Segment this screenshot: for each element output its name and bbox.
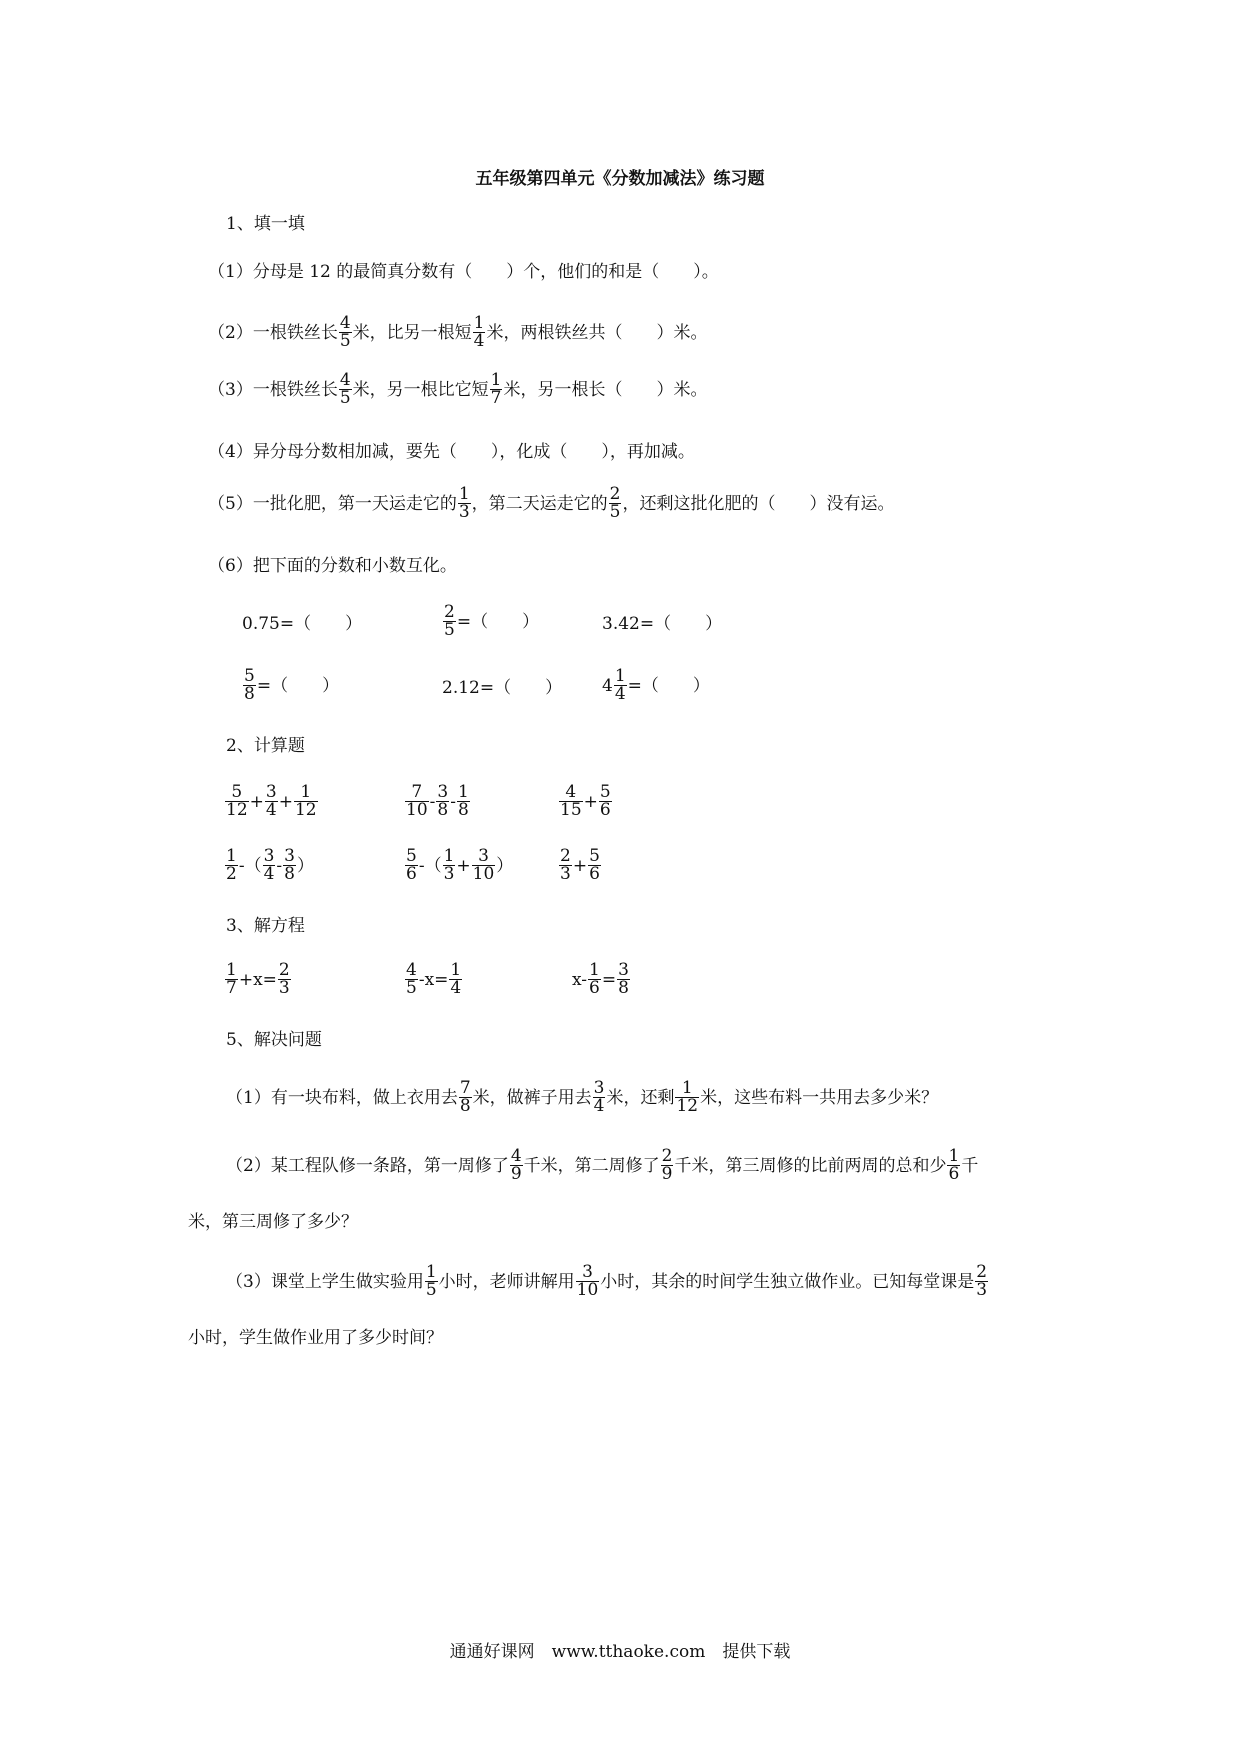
problem-1-fraction-1: [459, 1080, 472, 1115]
equation-3-fraction-1: [588, 962, 601, 997]
denominator: 4: [265, 800, 277, 820]
denominator: 10: [576, 1280, 599, 1300]
numerator: 4: [510, 1146, 522, 1166]
denominator: 10: [472, 864, 495, 884]
denominator: 2: [226, 864, 237, 884]
denominator: 10: [406, 800, 428, 820]
problem-2-text-c: 千米，第三周修的比前两周的总和少: [674, 1155, 947, 1176]
calc-4-fraction-3: [283, 848, 296, 883]
denominator: 6: [406, 864, 417, 884]
calc-3-op-1: +: [583, 791, 598, 812]
numerator: 4: [339, 313, 351, 333]
denominator: 8: [459, 1096, 471, 1116]
denominator: 5: [406, 978, 417, 998]
question-1-1: （1）分母是 12 的最简真分数有（ ）个，他们的和是（ ）。: [208, 262, 719, 282]
numerator: 2: [278, 960, 290, 980]
problem-2-text-b: 千米，第二周修了: [523, 1155, 660, 1176]
calc-2-op-2: -: [450, 791, 456, 812]
calc-6-fraction-2: [588, 848, 601, 883]
calc-1: [224, 784, 319, 819]
numerator: 2: [976, 1262, 988, 1282]
numerator: 1: [226, 960, 237, 980]
numerator: 2: [609, 484, 621, 504]
q2-text-b: 米，比另一根短: [352, 322, 472, 343]
conversion-3: 3.42=（ ）: [602, 614, 723, 634]
denominator: 15: [560, 800, 582, 820]
conversion-2-text: =（ ）: [456, 611, 540, 632]
calc-5-fraction-3: [472, 848, 496, 883]
denominator: 9: [661, 1164, 673, 1184]
q3-text-c: 米，另一根长（ ）米。: [503, 379, 708, 400]
equation-1-fraction-2: [278, 962, 291, 997]
equation-1: [224, 962, 292, 997]
problem-1-text-b: 米，做裤子用去: [472, 1087, 592, 1108]
problem-1-fraction-2: [593, 1080, 606, 1115]
calc-4-op-3: ）: [296, 855, 314, 876]
section-1-heading: 1、填一填: [226, 214, 305, 234]
conversion-1: 0.75=（ ）: [242, 614, 363, 634]
problem-1-text-a: （1）有一块布料，做上衣用去: [226, 1087, 458, 1108]
calc-1-fraction-2: [265, 784, 278, 819]
numerator: 3: [593, 1078, 605, 1098]
calc-2-fraction-1: [405, 784, 429, 819]
denominator: 5: [425, 1280, 437, 1300]
q3-fraction-2: [490, 372, 503, 407]
conversion-4: [242, 668, 339, 703]
q5-fraction-1: [458, 486, 471, 521]
q5-fraction-2: [609, 486, 622, 521]
q5-text-a: （5）一批化肥，第一天运走它的: [208, 493, 457, 514]
denominator: 12: [226, 800, 248, 820]
numerator: 3: [478, 846, 489, 866]
denominator: 5: [444, 620, 455, 640]
numerator: 4: [339, 370, 351, 390]
problem-2-text-d: 千: [961, 1155, 979, 1176]
calc-2: [404, 784, 471, 819]
q3-text-b: 米，另一根比它短: [352, 379, 489, 400]
q2-fraction-1: [339, 315, 352, 350]
equation-2-fraction-2: [449, 962, 462, 997]
conversion-2: [442, 604, 539, 639]
numerator: 5: [244, 666, 255, 686]
denominator: 8: [437, 800, 449, 820]
numerator: 1: [300, 782, 312, 802]
equation-2-fraction-1: [405, 962, 418, 997]
calc-1-fraction-1: [225, 784, 249, 819]
numerator: 2: [560, 846, 571, 866]
problem-3-fraction-2: [576, 1264, 600, 1299]
numerator: 7: [411, 782, 423, 802]
question-1-3: [208, 372, 707, 407]
denominator: 9: [510, 1164, 522, 1184]
numerator: 1: [948, 1146, 960, 1166]
footer-credit: 通通好课网 www.tthaoke.com 提供下载: [449, 1642, 791, 1662]
problem-2-continuation: 米，第三周修了多少？: [188, 1212, 358, 1232]
conversion-6: [602, 668, 710, 703]
calc-2-fraction-2: [436, 784, 449, 819]
problem-1-fraction-3: [675, 1080, 699, 1115]
calc-1-op-1: +: [249, 791, 264, 812]
denominator: 4: [263, 864, 275, 884]
numerator: 2: [661, 1146, 673, 1166]
q3-text-a: （3）一根铁丝长: [208, 379, 338, 400]
calc-4-op-2: -: [276, 855, 283, 876]
conversion-6-whole: 4: [602, 675, 613, 696]
problem-3-text-c: 小时，其余的时间学生独立做作业。已知每堂课是: [600, 1271, 975, 1292]
conversion-2-fraction: [443, 604, 456, 639]
calc-2-op-1: -: [429, 791, 436, 812]
problem-3-continuation: 小时，学生做作业用了多少时间？: [188, 1328, 443, 1348]
page-title: 五年级第四单元《分数加减法》练习题: [475, 169, 765, 189]
denominator: 5: [609, 502, 621, 522]
denominator: 4: [614, 684, 626, 704]
numerator: 5: [406, 846, 417, 866]
problem-3-fraction-3: [975, 1264, 988, 1299]
denominator: 12: [676, 1096, 699, 1116]
numerator: 1: [681, 1078, 693, 1098]
denominator: 6: [589, 864, 600, 884]
numerator: 1: [614, 666, 626, 686]
numerator: 5: [599, 782, 611, 802]
conversion-6-fraction: [614, 668, 627, 703]
denominator: 3: [976, 1280, 988, 1300]
calc-3: [558, 784, 613, 819]
problem-2-fraction-3: [947, 1148, 960, 1183]
problem-1: [226, 1080, 938, 1115]
numerator: 3: [582, 1262, 593, 1282]
equation-3: [572, 962, 631, 997]
denominator: 7: [490, 388, 502, 408]
q5-text-c: ，还剩这批化肥的（ ）没有运。: [622, 493, 895, 514]
calc-2-fraction-3: [457, 784, 470, 819]
conversion-6-text: =（ ）: [627, 675, 710, 696]
denominator: 4: [593, 1096, 605, 1116]
denominator: 7: [226, 978, 237, 998]
numerator: 3: [265, 782, 277, 802]
equation-1-fraction-1: [225, 962, 238, 997]
denominator: 8: [244, 684, 255, 704]
denominator: 6: [589, 978, 600, 998]
numerator: 1: [425, 1262, 437, 1282]
denominator: 4: [473, 331, 485, 351]
numerator: 2: [444, 602, 455, 622]
calc-3-fraction-2: [599, 784, 612, 819]
numerator: 5: [231, 782, 243, 802]
denominator: 4: [450, 978, 462, 998]
problem-1-text-c: 米，还剩: [606, 1087, 675, 1108]
calc-5-fraction-1: [405, 848, 418, 883]
numerator: 1: [589, 960, 600, 980]
problem-1-text-d: 米，这些布料一共用去多少米？: [700, 1087, 939, 1108]
numerator: 4: [406, 960, 417, 980]
numerator: 4: [565, 782, 577, 802]
numerator: 3: [618, 960, 629, 980]
calc-4-fraction-1: [225, 848, 238, 883]
numerator: 1: [443, 846, 455, 866]
problem-2-text-a: （2）某工程队修一条路，第一周修了: [226, 1155, 509, 1176]
question-1-5: [208, 486, 894, 521]
denominator: 8: [457, 800, 469, 820]
calc-3-fraction-1: [559, 784, 583, 819]
problem-2: [226, 1148, 978, 1183]
calc-5-op-2: +: [456, 855, 471, 876]
denominator: 6: [599, 800, 611, 820]
calc-5: [404, 848, 513, 883]
problem-2-fraction-2: [661, 1148, 674, 1183]
section-2-heading: 2、计算题: [226, 736, 305, 756]
calc-4-op-1: -（: [238, 855, 262, 876]
calc-6: [558, 848, 602, 883]
conversion-4-fraction: [243, 668, 256, 703]
denominator: 3: [278, 978, 290, 998]
equation-1-op: +x=: [238, 969, 277, 990]
q5-text-b: ，第二天运走它的: [471, 493, 608, 514]
calc-4-fraction-2: [263, 848, 276, 883]
calc-5-op-3: ）: [496, 855, 514, 876]
denominator: 3: [443, 864, 455, 884]
problem-3-fraction-1: [425, 1264, 438, 1299]
numerator: 1: [458, 484, 470, 504]
denominator: 8: [618, 978, 629, 998]
problem-2-fraction-1: [510, 1148, 523, 1183]
numerator: 5: [589, 846, 600, 866]
equation-3-fraction-2: [617, 962, 630, 997]
denominator: 5: [339, 388, 351, 408]
calc-5-fraction-2: [443, 848, 456, 883]
question-1-2: [208, 315, 707, 350]
denominator: 6: [948, 1164, 960, 1184]
denominator: 3: [458, 502, 470, 522]
conversion-4-text: =（ ）: [256, 675, 340, 696]
problem-3: [226, 1264, 989, 1299]
numerator: 3: [284, 846, 295, 866]
denominator: 8: [284, 864, 295, 884]
q2-text-c: 米，两根铁丝共（ ）米。: [486, 322, 708, 343]
q2-text-a: （2）一根铁丝长: [208, 322, 338, 343]
section-5-heading: 5、解决问题: [226, 1030, 322, 1050]
numerator: 1: [450, 960, 462, 980]
problem-3-text-b: 小时，老师讲解用: [438, 1271, 575, 1292]
calc-6-op-1: +: [572, 855, 588, 876]
calc-6-fraction-1: [559, 848, 572, 883]
numerator: 1: [473, 313, 485, 333]
numerator: 1: [226, 846, 237, 866]
question-1-4: （4）异分母分数相加减，要先（ ），化成（ ），再加减。: [208, 442, 695, 462]
calc-1-fraction-3: [294, 784, 318, 819]
problem-3-text-a: （3）课堂上学生做实验用: [226, 1271, 424, 1292]
calc-5-op-1: -（: [418, 855, 442, 876]
numerator: 1: [490, 370, 502, 390]
numerator: 3: [263, 846, 275, 866]
numerator: 3: [437, 782, 449, 802]
equation-3-op: =: [601, 969, 617, 990]
numerator: 1: [457, 782, 469, 802]
q2-fraction-2: [473, 315, 486, 350]
question-1-6: （6）把下面的分数和小数互化。: [208, 556, 457, 576]
q3-fraction-1: [339, 372, 352, 407]
equation-2: [404, 962, 463, 997]
numerator: 7: [459, 1078, 471, 1098]
denominator: 12: [294, 800, 317, 820]
conversion-5: 2.12=（ ）: [442, 678, 563, 698]
denominator: 5: [339, 331, 351, 351]
section-3-heading: 3、解方程: [226, 916, 305, 936]
calc-4: [224, 848, 314, 883]
equation-2-op: -x=: [418, 969, 449, 990]
equation-3-prefix: x-: [572, 969, 588, 990]
denominator: 3: [560, 864, 571, 884]
calc-1-op-2: +: [278, 791, 293, 812]
